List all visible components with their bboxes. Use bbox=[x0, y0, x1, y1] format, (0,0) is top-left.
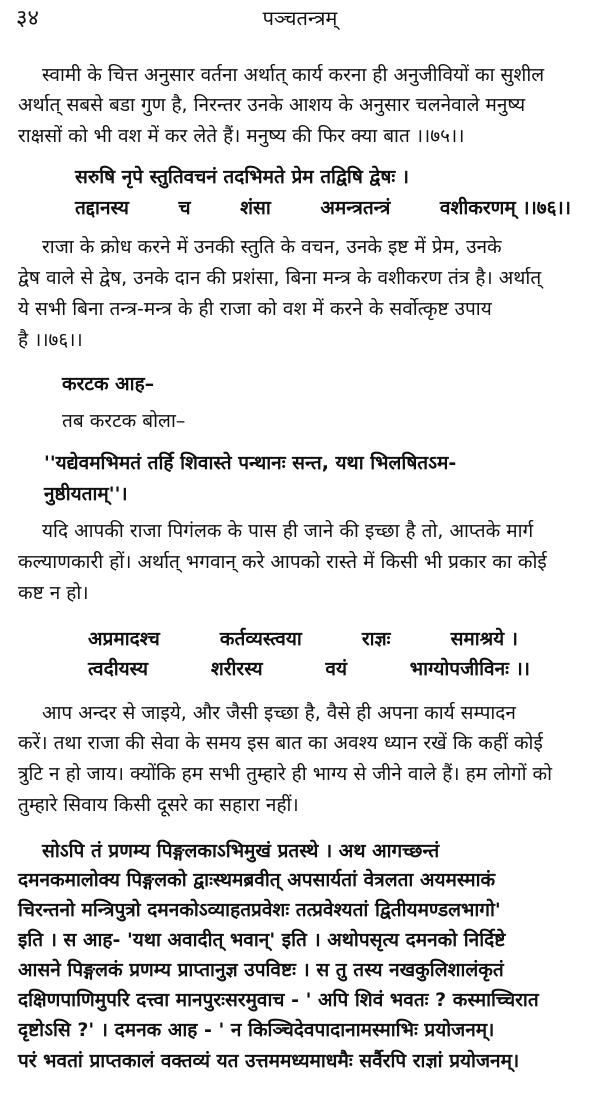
verse76-word: वशीकरणम् ।।७६।। bbox=[439, 197, 571, 219]
verse77-word: वयं bbox=[325, 658, 347, 680]
verse76-word: शंसा bbox=[240, 197, 271, 219]
para3-line2: कल्याणकारी हों। अर्थात् भगवान् करे आपको रास्ते में किसी भी प्रकार का कोई bbox=[18, 551, 547, 573]
karataka-quote-line2: नुष्ठीयताम्''। bbox=[44, 483, 128, 505]
para1-line3: राक्षसों को भी वश में कर लेते हैं। मनुष्य की फिर क्या बात ।।७५।। bbox=[18, 125, 465, 147]
verse77-line2 bbox=[88, 660, 530, 679]
prose-line5: आसने पिङ्गलकं प्रणम्य प्राप्तानुज्ञ उपविष्टः । स तु तस्य नखकुलिशालंकृतं bbox=[18, 959, 504, 981]
para2-line1: राजा के क्रोध करने में उनकी स्तुति के वचन, उनके इष्ट में प्रेम, उनके bbox=[42, 236, 502, 258]
karataka-heading: करटक आह– bbox=[62, 373, 155, 395]
para2-line2: द्वेष वाले से द्वेष, उनके दान की प्रशंसा, बिना मन्त्र के वशीकरण तंत्र है। अर्थात् bbox=[18, 267, 542, 289]
prose-line7: दृष्टोऽसि ?' । दमनक आह - ' न किञ्चिदेवपादानामस्माभिः प्रयोजनम्। bbox=[18, 1019, 495, 1041]
running-title: पञ्चतन्त्रम् bbox=[262, 6, 338, 30]
para1-line1: स्वामी के चित्त अनुसार वर्तना अर्थात् कार्य करना ही अनुजीवियों का सुशील bbox=[42, 64, 545, 86]
verse77-word: भाग्योपजीविनः ।। bbox=[409, 658, 530, 680]
prose-line4: इति । स आह- 'यथा अवादीत् भवान्' इति । अथोपसृत्य दमनको निर्दिष्टे bbox=[18, 929, 506, 951]
para4-line3: त्रुटि न हो जाय। क्योंकि हम सभी तुम्हारे ही भाग्य से जीने वाले हैं। हम लोगों को bbox=[18, 763, 553, 785]
prose-line2: दमनकमालोक्य पिङ्गलको द्वाःस्थमब्रवीत् अपसार्यतां वेत्रलता अयमस्माकं bbox=[18, 869, 496, 891]
verse76-word: अमन्त्रतन्त्रं bbox=[320, 197, 391, 219]
para1-line2: अर्थात् सबसे बडा गुण है, निरन्तर उनके आशय के अनुसार चलनेवाले मनुष्य bbox=[18, 94, 526, 116]
page-number: ३४ bbox=[16, 6, 39, 31]
para3-line1: यदि आपकी राजा पिगंलक के पास ही जाने की इच्छा है तो, आप्तके मार्ग bbox=[42, 520, 534, 542]
prose-line1: सोऽपि तं प्रणम्य पिङ्गलकाऽभिमुखं प्रतस्थे । अथ आगच्छन्तं bbox=[42, 840, 440, 862]
karataka-quote-line1: ''यद्येवमभिमतं तर्हि शिवास्ते पन्थानः सन्त, यथा भिलषितऽम- bbox=[44, 452, 457, 474]
verse76-word: तद्दानस्य bbox=[75, 197, 129, 219]
verse77-word: समाश्रये । bbox=[450, 628, 518, 650]
verse76-line2 bbox=[75, 199, 571, 218]
prose-line3: चिरन्तनो मन्त्रिपुत्रो दमनकोऽव्याहतप्रवेशः तत्प्रवेश्यतां द्वितीयमण्डलभागो' bbox=[18, 899, 501, 921]
karataka-translation: तब करटक बोला– bbox=[62, 410, 186, 432]
prose-line8: परं भवतां प्राप्तकालं वक्तव्यं यत उत्तममध्यमाधमैः सर्वैरपि राज्ञां प्रयोजनम्। bbox=[18, 1050, 520, 1072]
para4-line1: आप अन्दर से जाइये, और जैसी इच्छा है, वैसे ही अपना कार्य सम्पादन bbox=[42, 702, 516, 724]
para4-line2: करें। तथा राजा की सेवा के समय इस बात का अवश्य ध्यान रखें कि कहीं कोई bbox=[18, 732, 543, 754]
verse76-word: च bbox=[178, 197, 191, 219]
prose-line6: दक्षिणपाणिमुपरि दत्त्वा मानपुरःसरमुवाच - ' अपि शिवं भवतः ? कस्माच्चिरात bbox=[18, 989, 539, 1011]
para2-line3: ये सभी बिना तन्त्र-मन्त्र के ही राजा को वश में करने के सर्वोत्कृष्ट उपाय bbox=[18, 298, 492, 320]
verse77-word: त्वदीयस्य bbox=[88, 658, 149, 680]
verse77-word: शरीरस्य bbox=[210, 658, 263, 680]
verse77-word: अप्रमादश्च bbox=[88, 628, 160, 650]
para2-line4: है ।।७६।। bbox=[18, 329, 83, 351]
verse77-word: राज्ञः bbox=[361, 628, 391, 650]
verse77-line1 bbox=[88, 630, 518, 649]
verse76-line1: सरुषि नृपे स्तुतिवचनं तदभिमते प्रेम तद्विषि द्वेषः । bbox=[75, 166, 409, 188]
para3-line3: कष्ट न हो। bbox=[18, 582, 89, 604]
para4-line4: तुम्हारे सिवाय किसी दूसरे का सहारा नहीं। bbox=[18, 794, 299, 816]
verse77-word: कर्तव्यस्त्वया bbox=[219, 628, 302, 650]
